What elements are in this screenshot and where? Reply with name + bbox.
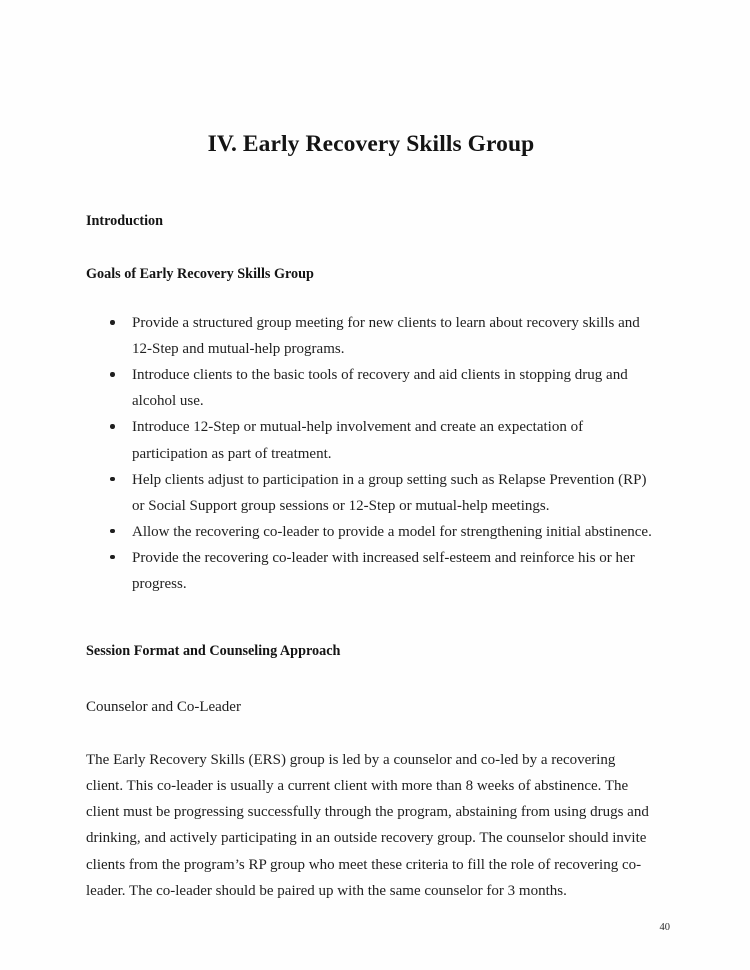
page-number: 40 — [659, 922, 670, 933]
list-item-text: Provide a structured group meeting for new clients to learn about recovery skills and 12-Step and mutual-help programs. — [132, 315, 640, 358]
bullet-icon — [110, 424, 115, 429]
list-item-text: Introduce 12-Step or mutual-help involvement and create an expectation of participation as part of treatment. — [132, 419, 584, 462]
subheading-counselor-co-leader: Counselor and Co-Leader — [86, 699, 241, 716]
bullet-icon — [110, 477, 115, 482]
list-item — [86, 414, 656, 466]
section-heading-introduction: Introduction — [86, 213, 163, 230]
section-heading-goals: Goals of Early Recovery Skills Group — [86, 266, 314, 283]
list-item — [86, 519, 656, 545]
bullet-icon — [110, 320, 115, 325]
page-content — [86, 0, 656, 904]
list-item — [86, 362, 656, 414]
bullet-icon — [110, 555, 115, 560]
list-item-text: Allow the recovering co-leader to provide a model for strengthening initial abstinence. — [132, 523, 652, 540]
list-item — [86, 467, 656, 519]
list-item-text: Provide the recovering co-leader with increased self-esteem and reinforce his or her progress. — [132, 549, 635, 593]
bullet-icon — [110, 372, 115, 377]
section-heading-session-format: Session Format and Counseling Approach — [86, 643, 341, 660]
body-paragraph: The Early Recovery Skills (ERS) group is led by a counselor and co-led by a recovering client. This co-leader is usually a current client with more than 8 weeks of abstinence. The client must be progressing successfully through the program, abstaining from using drugs and drinking, and actively participating in an outside recovery group. The counselor should invite clients from the program’s RP group who meet these criteria to fill the role of recovering co-leader. The co-leader should be paired up with the same counselor for 3 months. — [86, 752, 649, 899]
list-item — [86, 545, 656, 597]
goals-list — [86, 310, 656, 597]
list-item-text: Introduce clients to the basic tools of recovery and aid clients in stopping drug and alcohol use. — [132, 367, 628, 410]
page-title: IV. Early Recovery Skills Group — [207, 131, 535, 157]
list-item-text: Help clients adjust to participation in a group setting such as Relapse Prevention (RP) or Social Support group sessions or 12-Step or mutual-help meetings. — [132, 471, 647, 514]
list-item — [86, 310, 656, 362]
bullet-icon — [110, 529, 115, 534]
